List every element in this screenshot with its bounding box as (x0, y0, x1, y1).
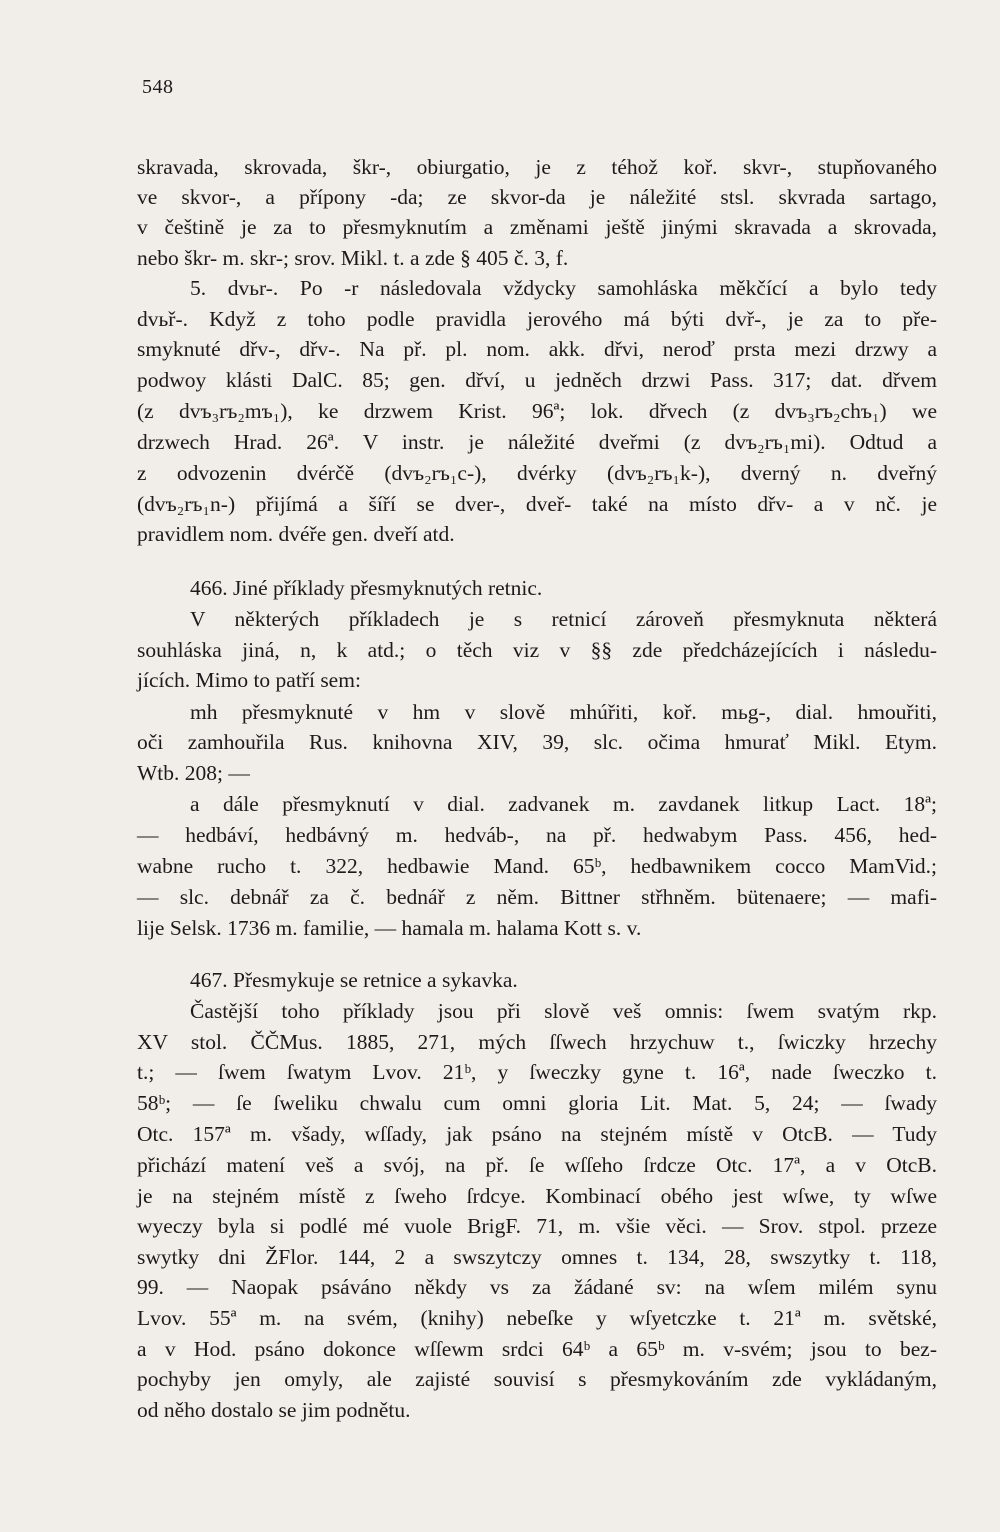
text-line: Otc. 157ª m. všady, wſſady, jak psáno na stejném místě v OtcB. — Tudy (137, 1122, 937, 1146)
text-line: z odvozenin dvérčě (dvъ₂rъ₁c-), dvérky (dvъ₂rъ₁k-), dverný n. dveřný (137, 461, 937, 485)
text-line: XV stol. ČČMus. 1885, 271, mých ſſwech hrzychuw t., ſwiczky hrzechy (137, 1030, 937, 1054)
text-line: 5. dvьr-. Po -r následovala vždycky samohláska měkčící a bylo tedy (190, 276, 937, 300)
text-line: pravidlem nom. dvéře gen. dveří atd. (137, 522, 455, 546)
text-line: 99. — Naopak psáváno někdy vs za žádané sv: na wſem milém synu (137, 1275, 937, 1299)
text-line: swytky dni ŽFlor. 144, 2 a swszytczy omnes t. 134, 28, swszytky t. 118, (137, 1245, 937, 1269)
text-line: wabne rucho t. 322, hedbawie Mand. 65ᵇ, hedbawnikem cocco MamVid.; (137, 854, 937, 878)
section-heading: 466. Jiné příklady přesmyknutých retnic. (190, 576, 543, 600)
text-line: Lvov. 55ª m. na svém, (knihy) nebeſke y wſyetczke t. 21ª m. světské, (137, 1306, 937, 1330)
text-line: lije Selsk. 1736 m. familie, — hamala m. halama Kott s. v. (137, 916, 642, 940)
text-line: skravada, skrovada, škr-, obiurgatio, je z téhož koř. skvr-, stupňovaného (137, 155, 937, 179)
text-line: a v Hod. psáno dokonce wſſewm srdci 64ᵇ a 65ᵇ m. v-svém; jsou to bez- (137, 1337, 937, 1361)
text-line: oči zamhouřila Rus. knihovna XIV, 39, slc. očima hmurať Mikl. Etym. (137, 730, 937, 754)
text-line: drzwech Hrad. 26ª. V instr. je náležité dveřmi (z dvъ₂rъ₁mi). Odtud a (137, 430, 937, 454)
page-number: 548 (142, 76, 174, 98)
text-line: přichází matení veš a svój, na př. ſe wſſeho ſrdcze Otc. 17ª, a v OtcB. (137, 1153, 937, 1177)
text-line: wyeczy byla si podlé mé vuole BrigF. 71, m. všie věci. — Srov. stpol. przeze (137, 1214, 937, 1238)
text-line: nebo škr- m. skr-; srov. Mikl. t. a zde § 405 č. 3, f. (137, 246, 569, 270)
text-line: souhláska jiná, n, k atd.; o těch viz v §§ zde předcházejících i následu- (137, 638, 937, 662)
text-line: Wtb. 208; — (137, 761, 250, 785)
text-line: ve skvor-, a přípony -da; ze skvor-da je náležité stsl. skvrada sartago, (137, 185, 937, 209)
text-line: je na stejném místě z ſweho ſrdcye. Kombinací obého jest wſwe, ty wſwe (137, 1184, 937, 1208)
text-line: od něho dostalo se jim podnětu. (137, 1398, 411, 1422)
text-line: (dvъ₂rъ₁n-) přijímá a šíří se dver-, dveř- také na místo dřv- a v nč. je (137, 492, 937, 516)
text-line: Častější toho příklady jsou při slově veš omnis: ſwem svatým rkp. (190, 999, 937, 1023)
text-line: t.; — ſwem ſwatym Lvov. 21ᵇ, y ſweczky gyne t. 16ª, nade ſweczko t. (137, 1060, 937, 1084)
text-line: (z dvъ₃rъ₂mъ₁), ke drzwem Krist. 96ª; lok. dřvech (z dvъ₃rъ₂chъ₁) we (137, 399, 937, 423)
text-line: — slc. debnář za č. bednář z něm. Bittner střhněm. bütenaere; — mafi- (137, 885, 937, 909)
text-line: jících. Mimo to patří sem: (137, 668, 361, 692)
section-heading: 467. Přesmykuje se retnice a sykavka. (190, 968, 518, 992)
text-line: podwoy klásti DalC. 85; gen. dřví, u jedněch drzwi Pass. 317; dat. dřvem (137, 368, 937, 392)
text-line: V některých příkladech je s retnicí zároveň přesmyknuta některá (190, 607, 937, 631)
text-line: mh přesmyknuté v hm v slově mhúřiti, koř. mьg-, dial. hmouřiti, (190, 700, 937, 724)
text-line: — hedbáví, hedbávný m. hedváb-, na př. hedwabym Pass. 456, hed- (137, 823, 937, 847)
text-line: smyknuté dřv-, dřv-. Na př. pl. nom. akk. dřvi, neroď prsta mezi drzwy a (137, 337, 937, 361)
text-line: v češtině je za to přesmyknutím a změnami ještě jinými skravada a skrovada, (137, 215, 937, 239)
text-line: pochyby jen omyly, ale zajisté souvisí s přesmykováním zde vykládaným, (137, 1367, 937, 1391)
text-line: 58ᵇ; — ſe ſweliku chwalu cum omni gloria Lit. Mat. 5, 24; — ſwady (137, 1091, 937, 1115)
text-line: dvьř-. Když z toho podle pravidla jerového má býti dvř-, je za to pře- (137, 307, 937, 331)
text-line: a dále přesmyknutí v dial. zadvanek m. zavdanek litkup Lact. 18ª; (190, 792, 937, 816)
